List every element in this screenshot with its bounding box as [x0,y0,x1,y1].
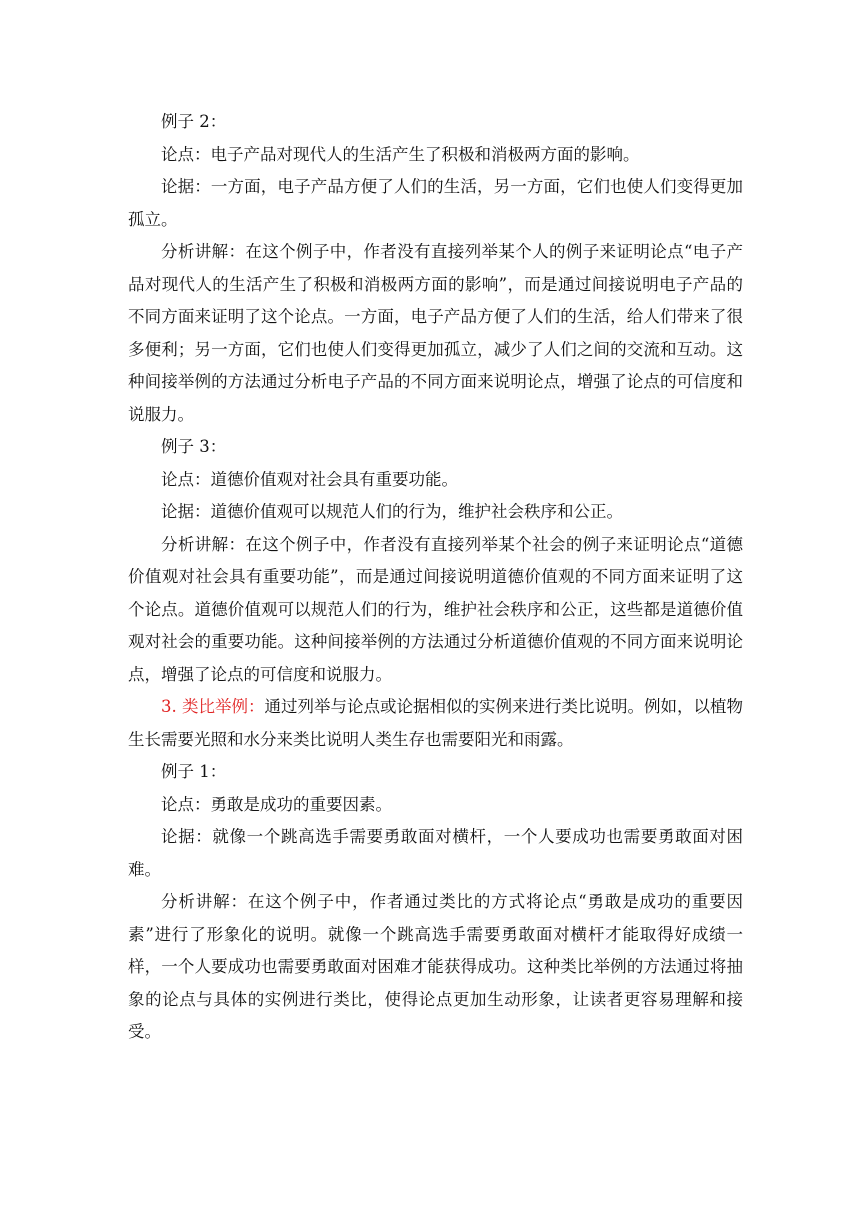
analogy-section-paragraph [128,691,743,756]
argument-paragraph: 论点：勇敢是成功的重要因素。 [161,794,392,814]
analysis-paragraph: 分析讲解：在这个例子中，作者没有直接列举某个社会的例子来证明论点“道德价值观对社会具有重要功能”，而是通过间接说明道德价值观的不同方面来证明了这个论点。道德价值观可以规范人们的行为，维护社会秩序和公正，这些都是道德价值观对社会的重要功能。这种间接举例的方法通过分析道德价值观的不同方面来说明论点，增强了论点的可信度和说服力。 [128,534,743,684]
evidence-paragraph: 论据：一方面，电子产品方便了人们的生活，另一方面，它们也使人们变得更加孤立。 [128,177,743,229]
example-1-label: 例子 1： [161,762,227,781]
evidence-paragraph: 论据：就像一个跳高选手需要勇敢面对横杆，一个人要成功也需要勇敢面对困难。 [128,827,743,879]
analysis-paragraph: 分析讲解：在这个例子中，作者没有直接列举某个人的例子来证明论点“电子产品对现代人的生活产生了积极和消极两方面的影响”，而是通过间接说明电子产品的不同方面来证明了这个论点。一方面，电子产品方便了人们的生活，给人们带来了很多便利；另一方面，它们也使人们变得更加孤立，减少了人们之间的交流和互动。这种间接举例的方法通过分析电子产品的不同方面来说明论点，增强了论点的可信度和说服力。 [128,242,743,424]
argument-paragraph: 论点：电子产品对现代人的生活产生了积极和消极两方面的影响。 [161,144,640,164]
argument-paragraph: 论点：道德价值观对社会具有重要功能。 [161,469,458,489]
analogy-section-text: 通过列举与论点或论据相似的实例来进行类比说明。例如，以植物生长需要光照和水分来类比说明人类生存也需要阳光和雨露。 [128,697,743,749]
example-2-label: 例子 2： [161,112,227,131]
analysis-paragraph: 分析讲解：在这个例子中，作者通过类比的方式将论点“勇敢是成功的重要因素”进行了形象化的说明。就像一个跳高选手需要勇敢面对横杆才能取得好成绩一样，一个人要成功也需要勇敢面对困难才能获得成功。这种类比举例的方法通过将抽象的论点与具体的实例进行类比，使得论点更加生动形象，让读者更容易理解和接受。 [128,892,743,1041]
analogy-section-heading: 3. 类比举例： [161,697,265,716]
example-3-label: 例子 3： [161,437,227,456]
document-body [128,106,743,1049]
evidence-paragraph: 论据：道德价值观可以规范人们的行为，维护社会秩序和公正。 [161,502,623,521]
